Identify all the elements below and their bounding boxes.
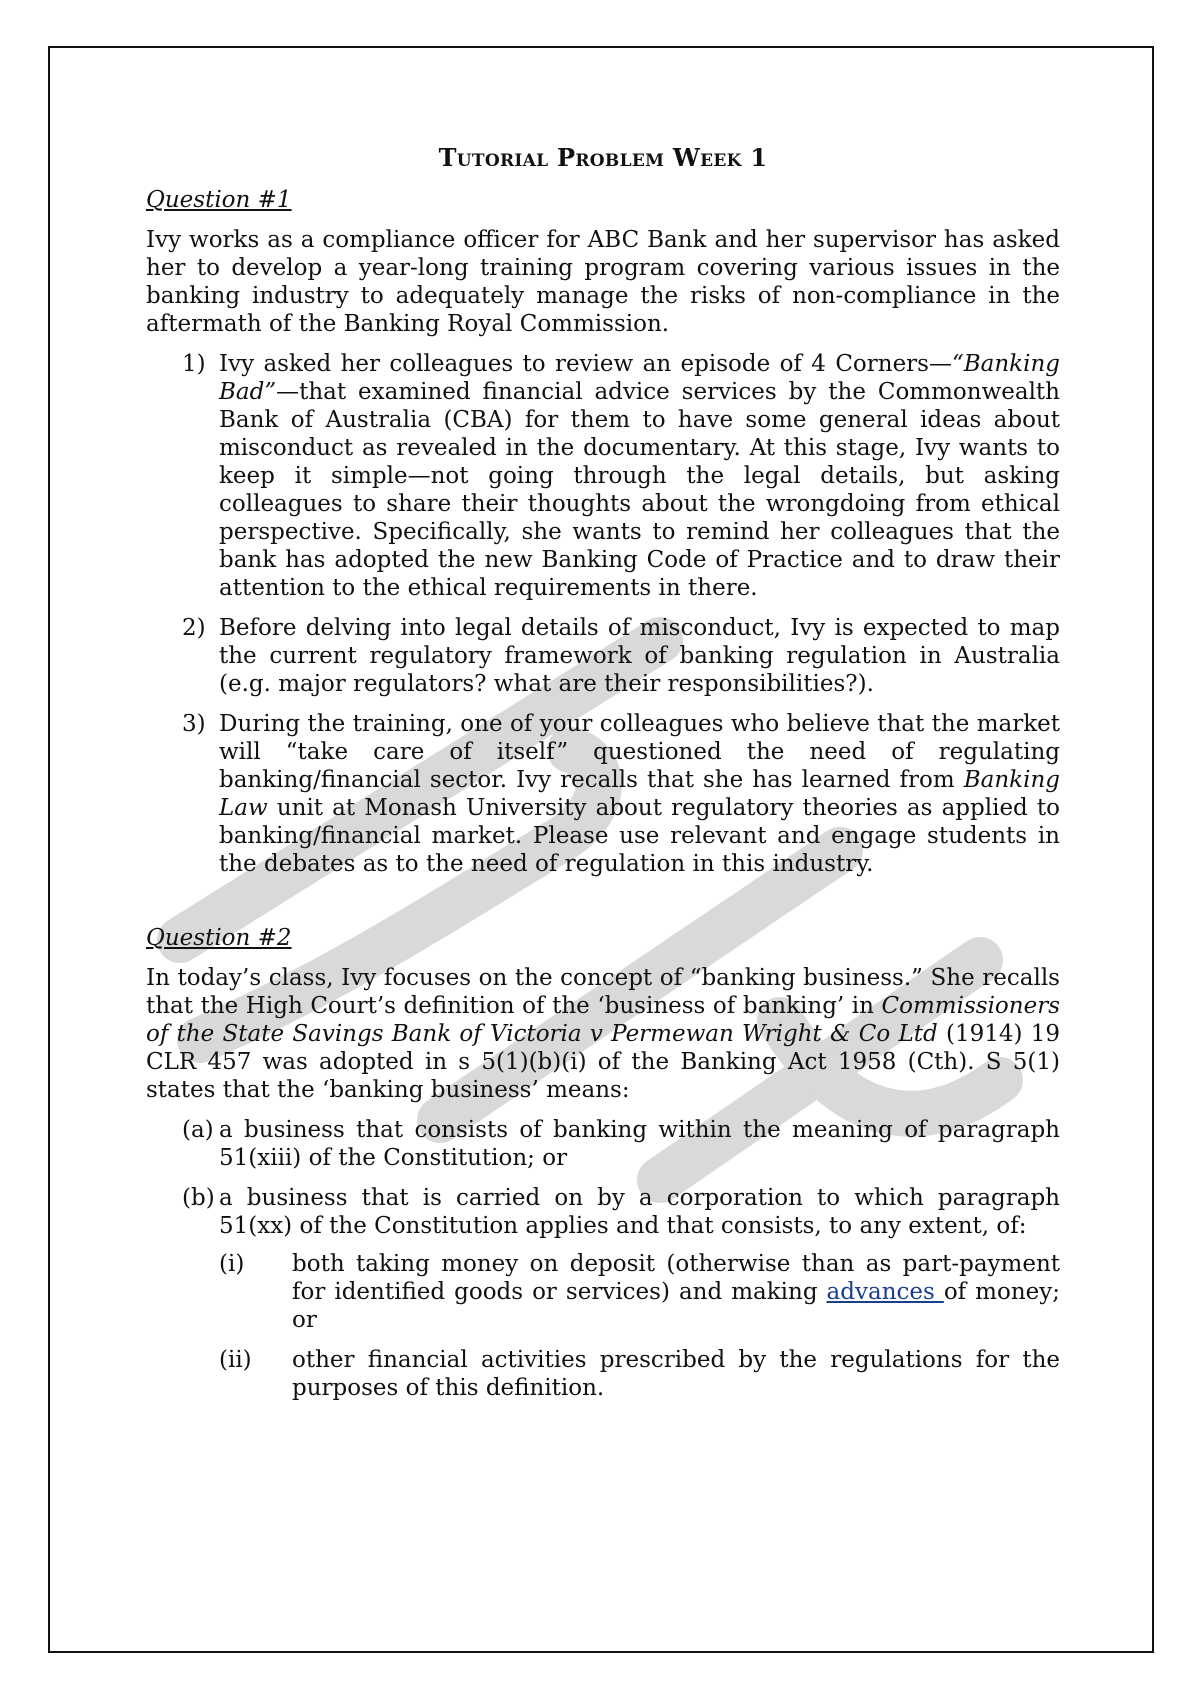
definition-list (146, 1116, 1060, 1402)
list-letter: (a) (182, 1117, 214, 1143)
list-number: 3) (182, 711, 206, 737)
case-name: Commissioners of the State Savings Bank of Victoria v Permewan Wright & Co Ltd (146, 993, 1060, 1047)
question-1-item-3: 3) During the training, one of your colleagues who believe that the market will “take care of itself” questioned the need of regulating banking/financial sector. Ivy recalls that she has learned from Banking Law unit at Monash University about regulatory theories as applied to banking/financial market. Please use relevant and engage students in the debates as to the need of regulation in this industry. (182, 711, 1060, 877)
documentary-title: “Banking Bad” (219, 351, 1060, 405)
question-1-list (146, 350, 1060, 878)
definition-item-b: (b) a business that is carried on by a corporation to which paragraph 51(xx) of the Constitution applies and that consists, to any extent, of: (i) both taking money on deposit (otherwise than as part-payment for identified goods or services) and making advances of money; or (ii) other financial activities prescribed by the regulations for the purposes of this definition. (182, 1185, 1060, 1401)
question-1-heading: Question #1 (146, 187, 292, 213)
sub-item-i: (i) both taking money on deposit (otherwise than as part-payment for identified goods or services) and making advances of money; or (219, 1251, 1060, 1333)
unit-name: Banking Law (219, 767, 1060, 821)
list-number: 2) (182, 615, 206, 641)
question-1-item-1: 1) Ivy asked her colleagues to review an episode of 4 Corners—“Banking Bad”—that examined financial advice services by the Commonwealth Bank of Australia (CBA) for them to have some general ideas about misconduct as revealed in the documentary. At this stage, Ivy wants to keep it simple—not going through the legal details, but asking colleagues to share their thoughts about the wrongdoing from ethical perspective. Specifically, she wants to remind her colleagues that the bank has adopted the new Banking Code of Practice and to draw their attention to the ethical requirements in there. (182, 351, 1060, 601)
document-body (146, 144, 1060, 1414)
list-letter: (b) (182, 1185, 215, 1211)
question-2-intro: In today’s class, Ivy focuses on the concept of “banking business.” She recalls that the High Court’s definition of the ‘business of banking’ in Commissioners of the State Savings Bank of Victoria v Permewan Wright & Co Ltd (1914) 19 CLR 457 was adopted in s 5(1)(b)(i) of the Banking Act 1958 (Cth). S 5(1) states that the ‘banking business’ means: (146, 965, 1060, 1103)
question-1-intro: Ivy works as a compliance officer for ABC Bank and her supervisor has asked her to develop a year-long training program covering various issues in the banking industry to adequately manage the risks of non-compliance in the aftermath of the Banking Royal Commission. (146, 227, 1060, 337)
definition-item-a: (a) a business that consists of banking within the meaning of paragraph 51(xiii) of the Constitution; or (182, 1117, 1060, 1171)
sub-item-ii: (ii) other financial activities prescribed by the regulations for the purposes of this definition. (219, 1347, 1060, 1401)
advances-link[interactable]: advances (826, 1279, 944, 1305)
question-1-item-2: 2) Before delving into legal details of misconduct, Ivy is expected to map the current regulatory framework of banking regulation in Australia (e.g. major regulators? what are their responsibilities?). (182, 615, 1060, 697)
document-title: Tutorial Problem Week 1 (438, 143, 768, 172)
roman-numeral: (i) (219, 1251, 245, 1277)
sub-definition-list (219, 1250, 1060, 1402)
roman-numeral: (ii) (219, 1347, 252, 1373)
question-2-heading: Question #2 (146, 925, 292, 951)
list-number: 1) (182, 351, 206, 377)
